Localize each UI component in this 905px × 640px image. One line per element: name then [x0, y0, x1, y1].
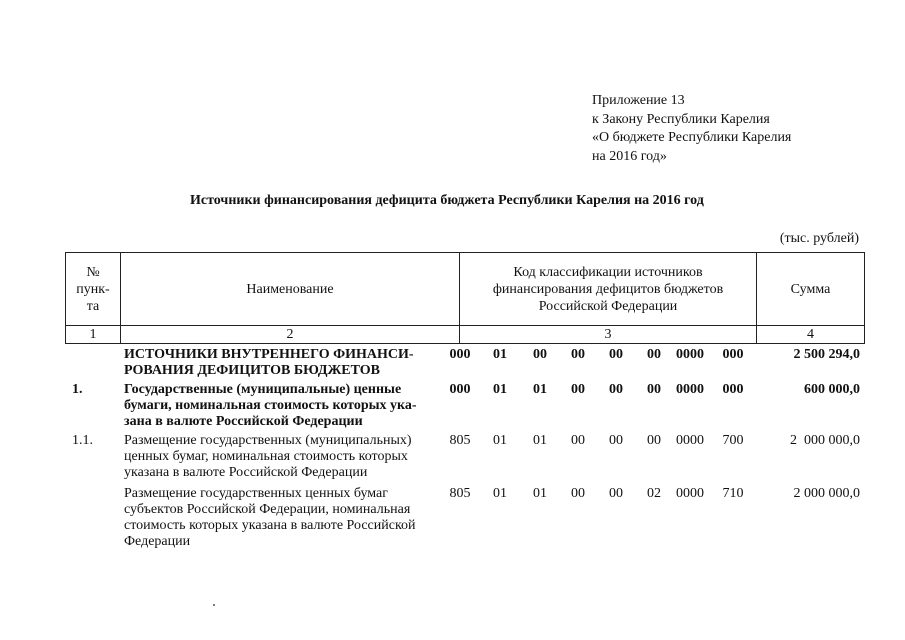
row-name-line: ценных бумаг, номинальная стоимость которых — [124, 449, 408, 464]
row-number: 1.1. — [72, 433, 93, 448]
document-title: Источники финансирования дефицита бюджета Республики Карелия на 2016 год — [190, 193, 704, 208]
appendix-line: к Закону Республики Карелия — [592, 111, 770, 127]
appendix-block — [592, 92, 791, 166]
row-name — [124, 382, 454, 430]
col-number: 2 — [121, 326, 460, 344]
row-sum: 600 000,0 — [804, 382, 860, 397]
header-num — [66, 253, 121, 326]
header-num-line: пунк- — [76, 281, 110, 297]
row-sum: 2 000 000,0 — [793, 486, 860, 501]
row-code: 000 — [722, 347, 744, 362]
row-code: 01 — [533, 433, 547, 448]
row-name-line: зана в валюте Российской Федерации — [124, 414, 363, 429]
row-code: 0000 — [676, 347, 704, 362]
header-name: Наименование — [121, 253, 460, 326]
row-name-line: ИСТОЧНИКИ ВНУТРЕННЕГО ФИНАНСИ- — [124, 347, 414, 362]
row-code: 000 — [449, 347, 471, 362]
row-name-line: субъектов Российской Федерации, номинальная — [124, 502, 411, 517]
row-name-line: РОВАНИЯ ДЕФИЦИТОВ БЮДЖЕТОВ — [124, 363, 381, 378]
row-code: 00 — [609, 382, 623, 397]
row-name-line: указана в валюте Российской Федерации — [124, 465, 368, 480]
header-code-line: Российской Федерации — [538, 298, 678, 314]
row-code: 01 — [493, 347, 507, 362]
col-number: 3 — [460, 326, 757, 344]
col-number: 4 — [757, 326, 865, 344]
header-sum: Сумма — [757, 253, 865, 326]
header-code — [460, 253, 757, 326]
col-number: 1 — [66, 326, 121, 344]
row-code: 01 — [493, 433, 507, 448]
row-code: 0000 — [676, 486, 704, 501]
header-code-line: Код классификации источников — [513, 264, 703, 280]
header-num-line: та — [86, 298, 100, 314]
row-code: 00 — [647, 347, 661, 362]
row-code: 805 — [449, 486, 471, 501]
row-code: 00 — [571, 486, 585, 501]
row-name-line: Государственные (муниципальные) ценные — [124, 382, 402, 397]
row-code: 0000 — [676, 382, 704, 397]
row-code: 00 — [533, 347, 547, 362]
row-name-line: Размещение государственных (муниципальных) — [124, 433, 412, 448]
row-name — [124, 486, 454, 550]
row-code: 00 — [609, 433, 623, 448]
row-name-line: Размещение государственных ценных бумаг — [124, 486, 389, 501]
row-code: 00 — [571, 433, 585, 448]
row-name-line: стоимость которых указана в валюте Российской — [124, 518, 416, 533]
row-code: 01 — [533, 382, 547, 397]
row-name — [124, 433, 454, 481]
table-header — [65, 252, 865, 344]
row-code: 710 — [722, 486, 744, 501]
row-code: 000 — [722, 382, 744, 397]
appendix-line: «О бюджете Республики Карелия — [592, 130, 792, 145]
row-sum: 2 500 294,0 — [793, 347, 860, 362]
row-name — [124, 347, 454, 379]
row-code: 01 — [493, 486, 507, 501]
row-code: 02 — [647, 486, 661, 501]
row-code: 00 — [571, 347, 585, 362]
appendix-line: Приложение 13 — [592, 93, 685, 108]
appendix-line: на 2016 год» — [592, 148, 667, 164]
units-label: (тыс. рублей) — [779, 231, 859, 246]
row-code: 00 — [571, 382, 585, 397]
row-code: 00 — [609, 486, 623, 501]
header-num-line: № — [86, 264, 100, 280]
row-code: 0000 — [676, 433, 704, 448]
row-code: 000 — [449, 382, 471, 397]
row-code: 700 — [722, 433, 744, 448]
scan-speck — [213, 604, 215, 606]
row-sum: 2 000 000,0 — [790, 433, 860, 448]
row-name-line: бумаги, номинальная стоимость которых ука- — [124, 398, 417, 413]
row-code: 00 — [647, 433, 661, 448]
row-code: 01 — [493, 382, 507, 397]
row-code: 00 — [647, 382, 661, 397]
row-number: 1. — [72, 382, 83, 397]
row-code: 01 — [533, 486, 547, 501]
row-code: 00 — [609, 347, 623, 362]
row-name-line: Федерации — [124, 534, 191, 549]
header-code-line: финансирования дефицитов бюджетов — [492, 281, 724, 297]
row-code: 805 — [449, 433, 471, 448]
